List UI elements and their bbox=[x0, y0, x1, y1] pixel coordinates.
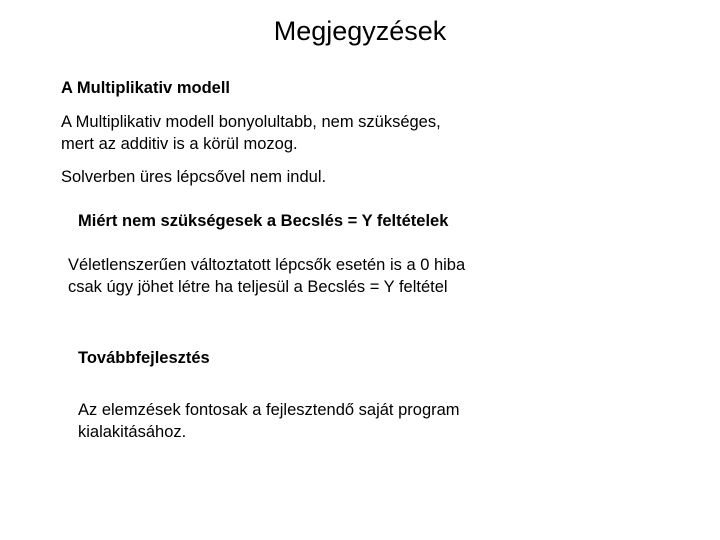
section-paragraph: Solverben üres lépcsővel nem indul. bbox=[61, 168, 327, 186]
section-paragraph: A Multiplikativ modell bonyolultabb, nem szükséges, mert az additiv is a körül mozog. bbox=[61, 113, 441, 153]
section-heading-tovabbfejlesztes: Továbbfejlesztés bbox=[78, 349, 210, 367]
section-paragraph: Az elemzések fontosak a fejlesztendő saját program kialakitásához. bbox=[78, 401, 460, 441]
slide-title: Megjegyzések bbox=[273, 16, 447, 46]
section-heading-becsles: Miért nem szükségesek a Becslés = Y feltételek bbox=[78, 212, 449, 230]
section-paragraph: Véletlenszerűen változtatott lépcsők esetén is a 0 hiba csak úgy jöhet létre ha teljesül a Becslés = Y feltétel bbox=[68, 256, 466, 296]
section-heading-multiplikativ: A Multiplikativ modell bbox=[61, 79, 230, 97]
